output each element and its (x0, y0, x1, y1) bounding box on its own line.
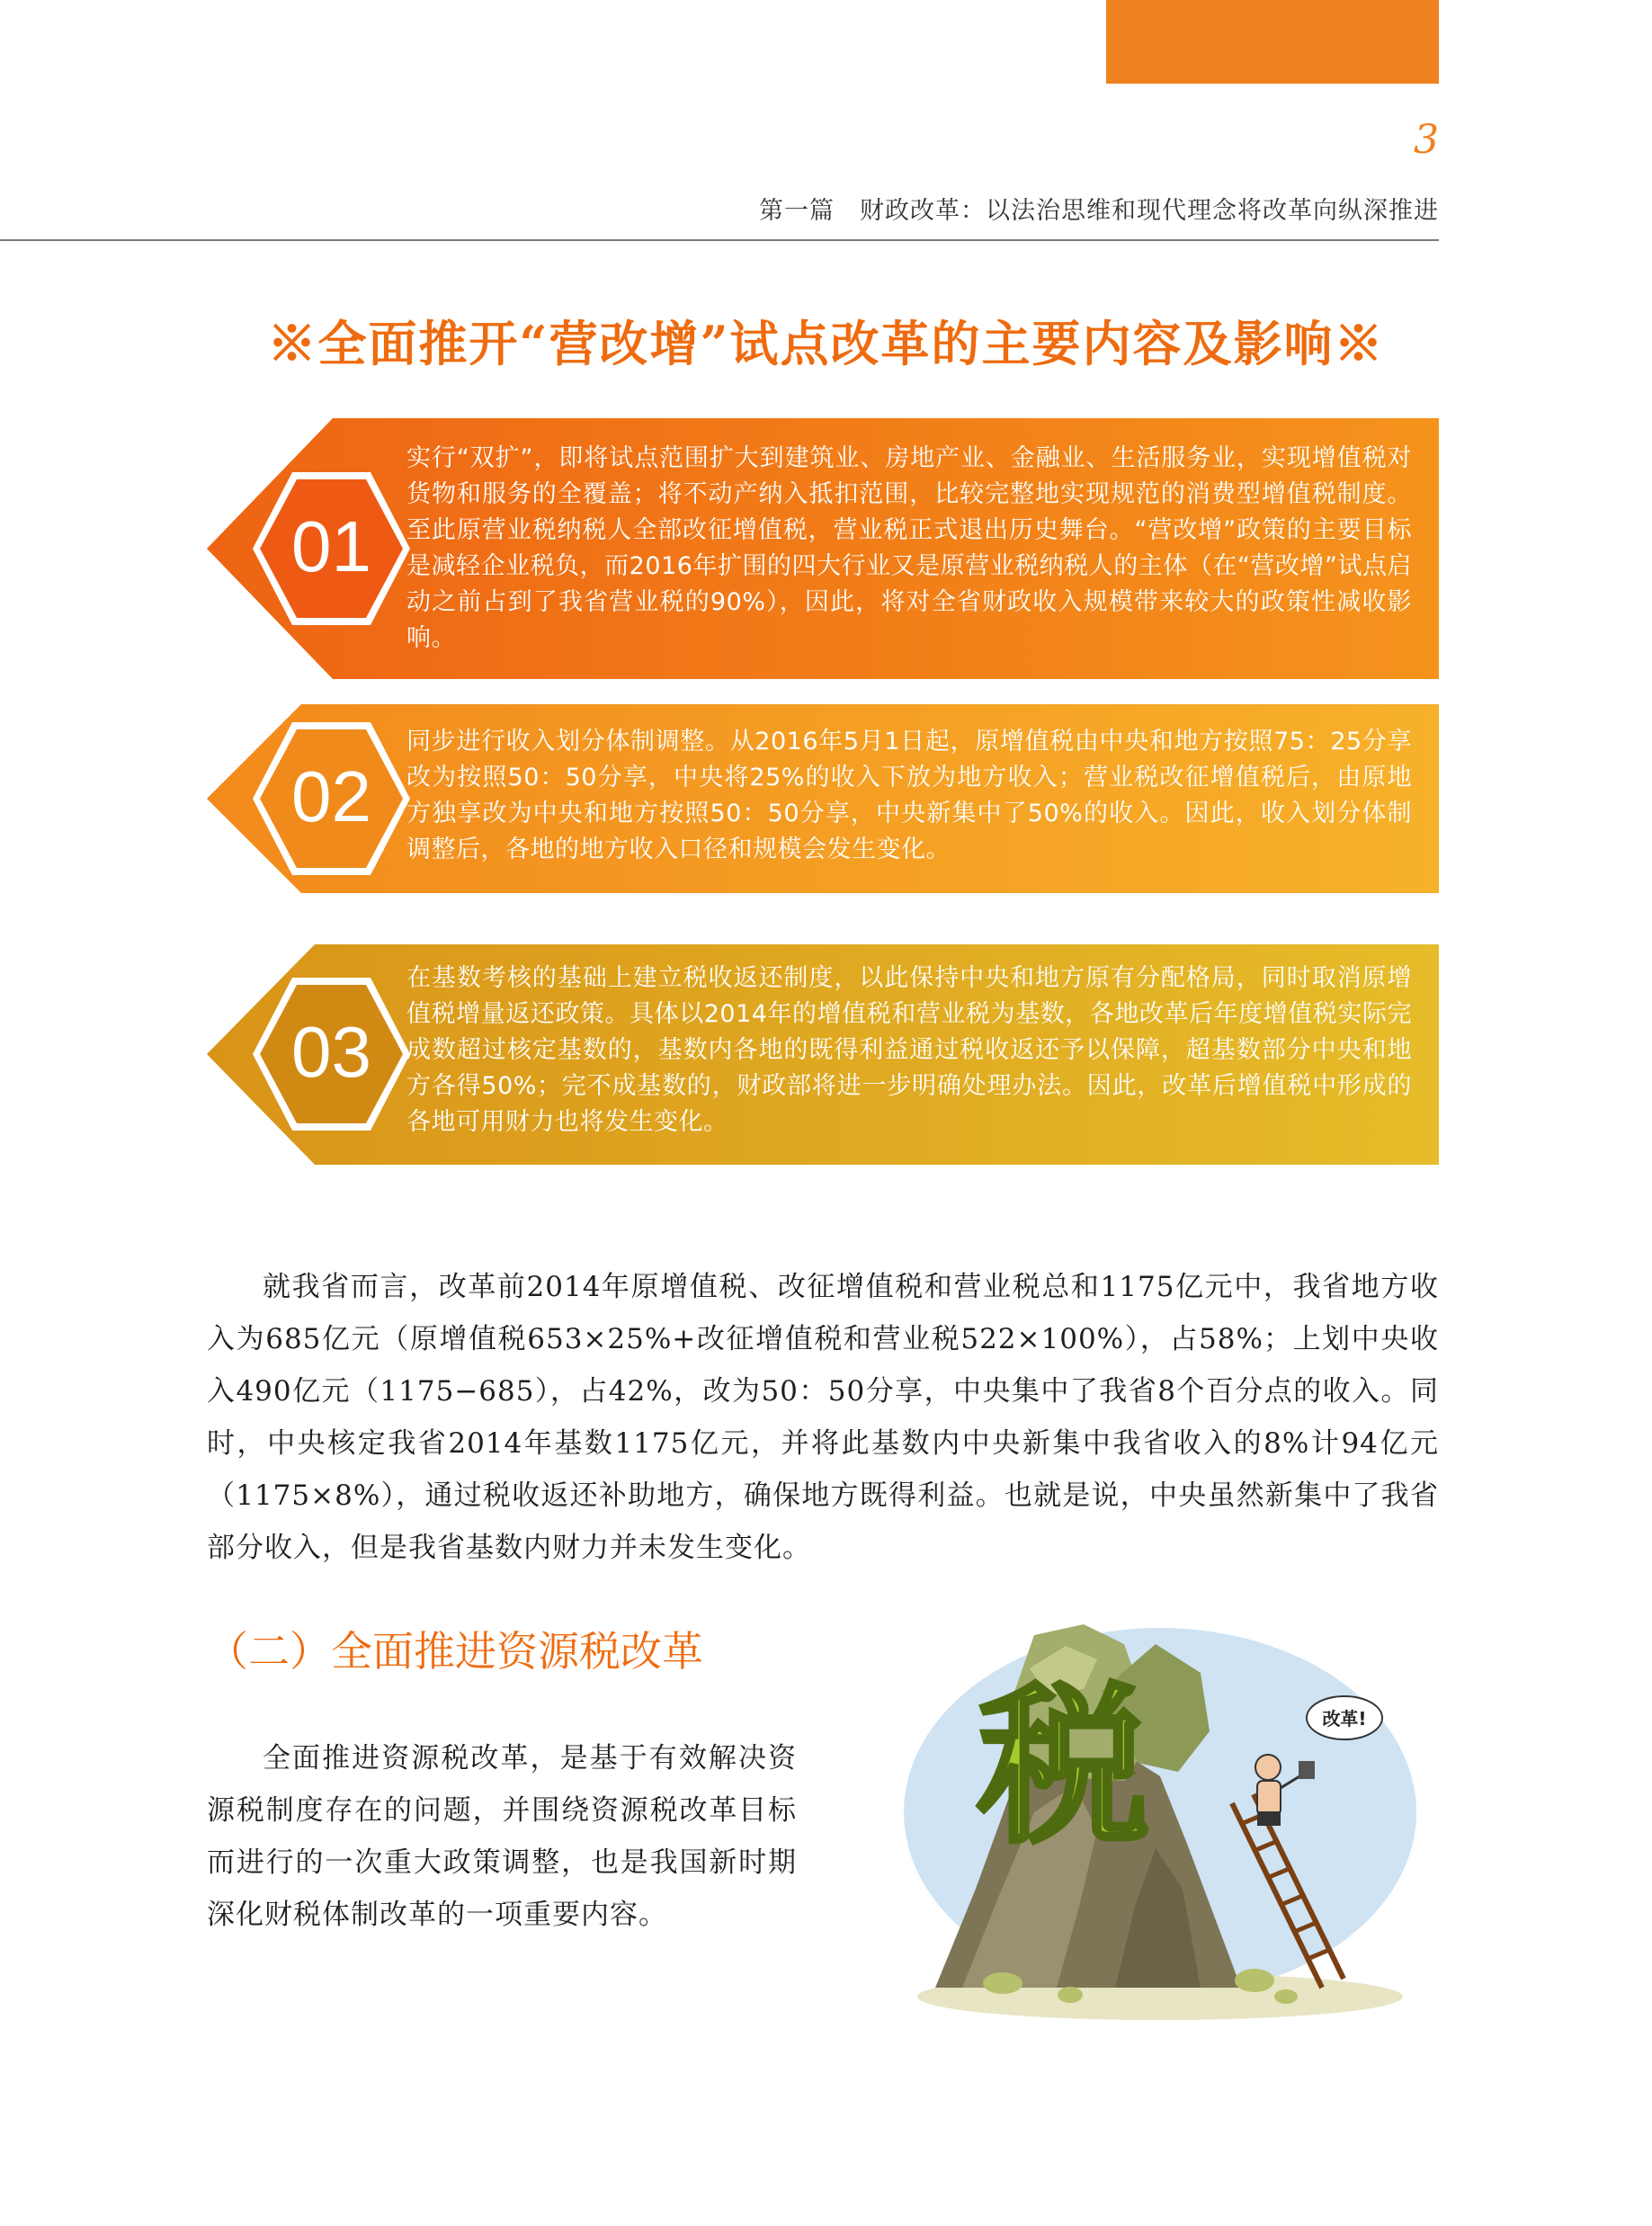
card-03-number: 03 (291, 1012, 371, 1092)
cartoon-drawing (899, 1619, 1430, 2024)
header-rule (0, 239, 1439, 241)
running-head: 第一篇 财政改革：以法治思维和现代理念将改革向纵深推进 (759, 197, 1439, 225)
card-01-number: 01 (291, 506, 371, 586)
card-01-text: 实行“双扩”，即将试点范围扩大到建筑业、房地产业、金融业、生活服务业，实现增值税对货物和服务的全覆盖；将不动产纳入抵扣范围，比较完整地实现规范的消费型增值税制度。至此原营业税纳税人全部改征增值税，营业税正式退出历史舞台。“营改增”政策的主要目标是减轻企业税负，而2016年扩围的四大行业又是原营业税纳税人的主体（在“营改增”试点启动之前占到了我省营业税的90%），因此，将对全省财政收入规模带来较大的政策性减收影响。 (406, 444, 1412, 652)
section-title: （二）全面推进资源税改革 (207, 1627, 703, 1676)
content-card-01 (207, 418, 1439, 679)
content-card-02 (207, 704, 1439, 893)
tax-reform-cartoon (899, 1619, 1430, 2024)
body-paragraph: 就我省而言，改革前2014年原增值税、改征增值税和营业税总和1175亿元中，我省地方收入为685亿元（原增值税653×25%+改征增值税和营业税522×100%），占58%；上划中央收入490亿元（1175−685），占42%，改为50：50分享，中央集中了我省8个百分点的收入。同时，中央核定我省2014年基数1175亿元，并将此基数内中央新集中我省收入的8%计94亿元（1175×8%），通过税收返还补助地方，确保地方既得利益。也就是说，中央虽然新集中了我省部分收入，但是我省基数内财力并未发生变化。 (207, 1271, 1440, 1564)
speech-bubble-text: 改革! (1322, 1708, 1367, 1730)
tax-character: 税 (978, 1667, 1150, 1866)
header-accent-tab (1106, 0, 1439, 84)
card-02-number: 02 (291, 756, 371, 836)
card-02-text: 同步进行收入划分体制调整。从2016年5月1日起，原增值税由中央和地方按照75：25分享改为按照50：50分享，中央将25%的收入下放为地方收入；营业税改征增值税后，由原地方独享改为中央和地方按照50：50分享，中央新集中了50%的收入。因此，收入划分体制调整后，各地的地方收入口径和规模会发生变化。 (406, 728, 1412, 863)
content-card-03 (207, 944, 1439, 1165)
section-paragraph: 全面推进资源税改革，是基于有效解决资源税制度存在的问题，并围绕资源税改革目标而进行的一次重大政策调整，也是我国新时期深化财税体制改革的一项重要内容。 (207, 1742, 797, 1931)
page-number: 3 (1414, 117, 1439, 163)
card-03-text: 在基数考核的基础上建立税收返还制度，以此保持中央和地方原有分配格局，同时取消原增值税增量返还政策。具体以2014年的增值税和营业税为基数，各地改革后年度增值税实际完成数超过核定基数的，基数内各地的既得利益通过税收返还予以保障，超基数部分中央和地方各得50%；完不成基数的，财政部将进一步明确处理办法。因此，改革后增值税中形成的各地可用财力也将发生变化。 (406, 964, 1412, 1136)
box-title: ※全面推开“营改增”试点改革的主要内容及影响※ (267, 315, 1385, 372)
